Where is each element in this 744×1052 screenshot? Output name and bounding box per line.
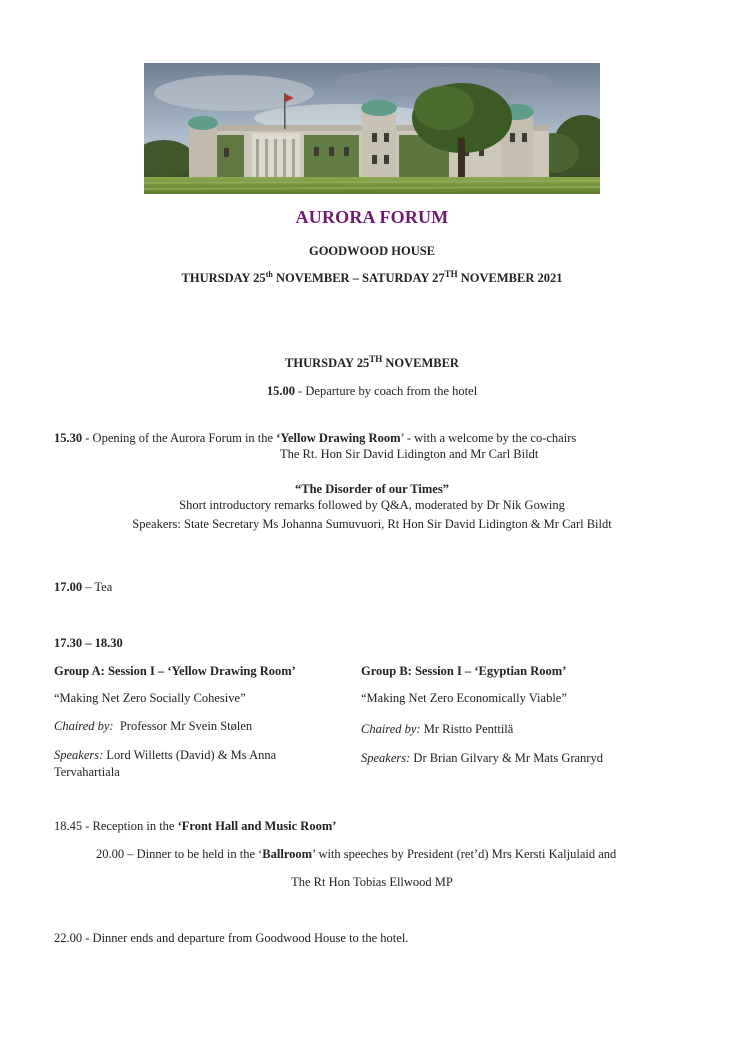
group-a-speakers: Speakers: Lord Willetts (David) & Ms Anna — [54, 748, 277, 762]
group-b-speakers: Speakers: Dr Brian Gilvary & Mr Mats Granryd — [361, 751, 603, 765]
agenda-item-dinner: 20.00 – Dinner to be held in the ‘Ballroom’ with speeches by President (ret’d) Mrs Kersti Kaljulaid and — [96, 847, 617, 861]
event-dates: THURSDAY 25th NOVEMBER – SATURDAY 27TH NOVEMBER 2021 — [181, 268, 563, 285]
venue-name: GOODWOOD HOUSE — [308, 244, 436, 258]
agenda-item-opening: 15.30 - Opening of the Aurora Forum in the ‘Yellow Drawing Room’ - with a welcome by the co-chairs — [54, 431, 577, 445]
group-a-chair: Chaired by: Professor Mr Svein Stølen — [54, 719, 253, 733]
opening-co-chairs: The Rt. Hon Sir David Lidington and Mr Carl Bildt — [280, 447, 539, 461]
session-speakers: Speakers: State Secretary Ms Johanna Sumuvuori, Rt Hon Sir David Lidington & Mr Carl Bildt — [132, 517, 612, 531]
goodwood-house-photo — [144, 63, 600, 194]
group-a-heading: Group A: Session I – ‘Yellow Drawing Room’ — [54, 664, 296, 678]
day-heading: THURSDAY 25TH NOVEMBER — [285, 353, 459, 370]
session-description: Short introductory remarks followed by Q&A, moderated by Dr Nik Gowing — [179, 498, 565, 512]
document-title: AURORA FORUM — [295, 207, 449, 227]
group-b-heading: Group B: Session I – ‘Egyptian Room’ — [361, 664, 567, 678]
dinner-speaker: The Rt Hon Tobias Ellwood MP — [291, 875, 453, 889]
session-title-disorder: “The Disorder of our Times” — [295, 482, 449, 496]
agenda-item-ending: 22.00 - Dinner ends and departure from Goodwood House to the hotel. — [54, 931, 409, 945]
group-b-title: “Making Net Zero Economically Viable” — [361, 691, 567, 705]
group-a-speakers-cont: Tervahartiala — [54, 765, 120, 779]
agenda-item-departure: 15.00 - Departure by coach from the hotel — [266, 384, 478, 398]
agenda-item-tea: 17.00 – Tea — [54, 580, 113, 594]
group-a-title: “Making Net Zero Socially Cohesive” — [54, 691, 246, 705]
agenda-item-reception: 18.45 - Reception in the ‘Front Hall and Music Room’ — [54, 819, 337, 833]
breakout-sessions-time: 17.30 – 18.30 — [54, 636, 123, 650]
group-b-chair: Chaired by: Mr Ristto Penttilä — [361, 722, 514, 736]
